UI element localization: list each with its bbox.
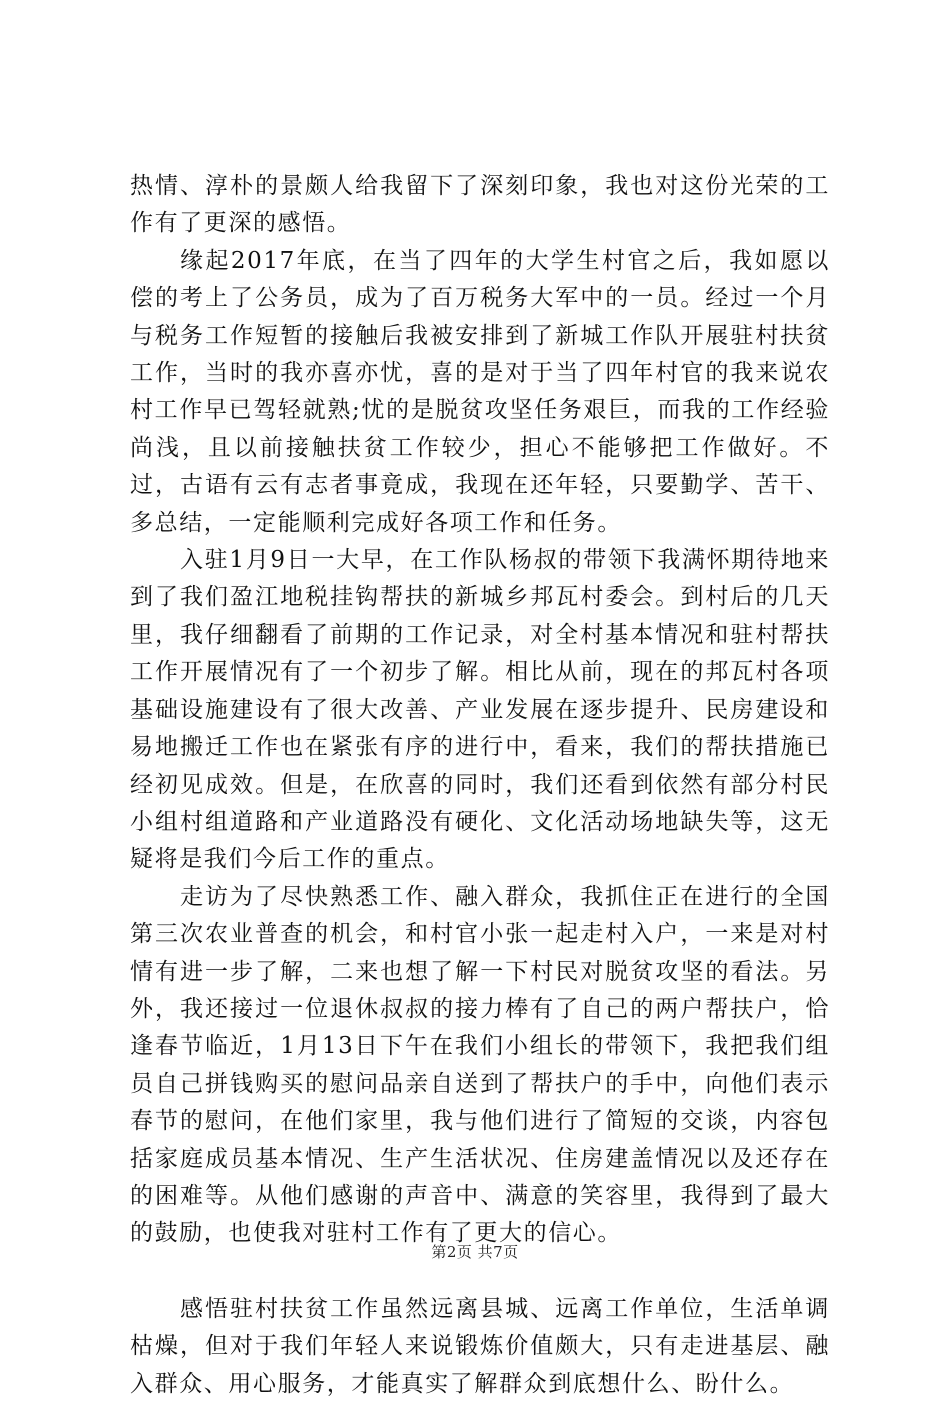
- paragraph-origin: 缘起2017年底，在当了四年的大学生村官之后，我如愿以偿的考上了公务员，成为了百万税务大军中的一员。经过一个月与税务工作短暂的接触后我被安排到了新城工作队开展驻村扶贫工作，当时的我亦喜亦忧，喜的是对于当了四年村官的我来说农村工作早已驾轻就熟;忧的是脱贫攻坚任务艰巨，而我的工作经验尚浅，且以前接触扶贫工作较少，担心不能够把工作做好。不过，古语有云有志者事竟成，我现在还年轻，只要勤学、苦干、多总结，一定能顺利完成好各项工作和任务。: [130, 247, 830, 536]
- paragraph-visit: 走访为了尽快熟悉工作、融入群众，我抓住正在进行的全国第三次农业普查的机会，和村官小张一起走村入户，一来是对村情有进一步了解，二来也想了解一下村民对脱贫攻坚的看法。另外，我还接过一位退休叔叔的接力棒有了自己的两户帮扶户，恰逢春节临近，1月13日下午在我们小组长的带领下，我把我们组员自己拼钱购买的慰问品亲自送到了帮扶户的手中，向他们表示春节的慰问，在他们家里，我与他们进行了简短的交谈，内容包括家庭成员基本情况、生产生活状况、住房建盖情况以及还存在的困难等。从他们感谢的声音中、满意的笑容里，我得到了最大的鼓励，也使我对驻村工作有了更大的信心。: [130, 883, 830, 1247]
- document-body: [130, 168, 830, 1403]
- paragraph-continuation: 热情、淳朴的景颇人给我留下了深刻印象，我也对这份光荣的工作有了更深的感悟。: [130, 173, 830, 237]
- page-number: 第2页 共7页: [431, 1243, 519, 1261]
- paragraph-arrival: 入驻1月9日一大早，在工作队杨叔的带领下我满怀期待地来到了我们盈江地税挂钩帮扶的新城乡邦瓦村委会。到村后的几天里，我仔细翻看了前期的工作记录，对全村基本情况和驻村帮扶工作开展情况有了一个初步了解。相比从前，现在的邦瓦村各项基础设施建设有了很大改善、产业发展在逐步提升、民房建设和易地搬迁工作也在紧张有序的进行中，看来，我们的帮扶措施已经初见成效。但是，在欣喜的同时，我们还看到依然有部分村民小组村组道路和产业道路没有硬化、文化活动场地缺失等，这无疑将是我们今后工作的重点。: [130, 547, 830, 873]
- paragraph-reflection: 感悟驻村扶贫工作虽然远离县城、远离工作单位，生活单调枯燥，但对于我们年轻人来说锻炼价值颇大，只有走进基层、融入群众、用心服务，才能真实了解群众到底想什么、盼什么。: [130, 1295, 830, 1397]
- page-footer: [0, 1242, 950, 1262]
